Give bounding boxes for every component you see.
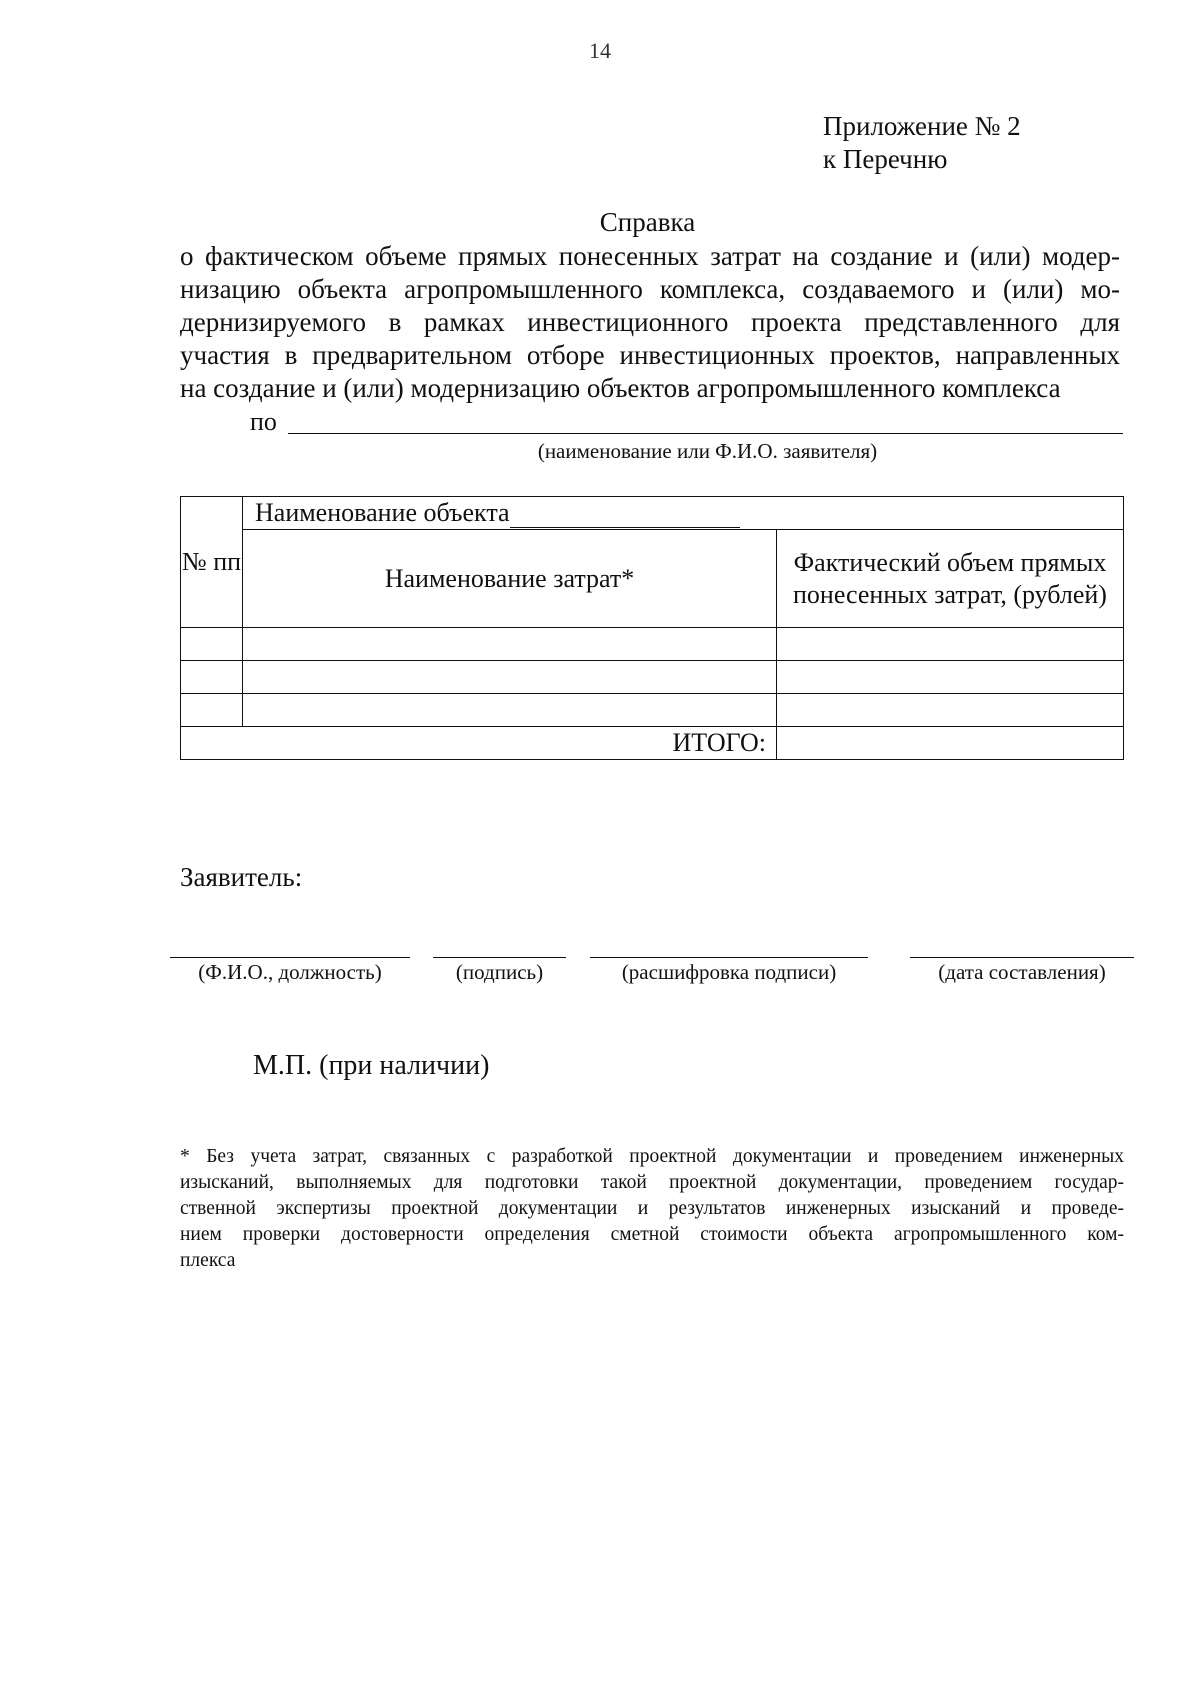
table-cell[interactable] xyxy=(181,661,243,694)
footnote xyxy=(180,1144,1124,1274)
date-line[interactable] xyxy=(910,957,1134,958)
name-position-line[interactable] xyxy=(170,957,410,958)
table-cell[interactable] xyxy=(243,694,777,727)
table-cell[interactable] xyxy=(777,628,1124,661)
table-cell[interactable] xyxy=(181,694,243,727)
total-value[interactable] xyxy=(777,727,1124,760)
decryption-caption: (расшифровка подписи) xyxy=(621,960,837,984)
footnote-line: * Без учета затрат, связанных с разработкой проектной документации и проведением инженерных xyxy=(180,1146,1124,1167)
subject-line: на создание и (или) модернизацию объектов агропромышленного комплекса xyxy=(180,373,1061,403)
date-caption: (дата составления) xyxy=(938,960,1106,984)
footnote-line: плекса xyxy=(180,1250,236,1271)
table-cell[interactable] xyxy=(181,628,243,661)
subject-line: дернизируемого в рамках инвестиционного проекта представленного для xyxy=(180,307,1120,337)
appendix-line-1: Приложение № 2 xyxy=(823,111,1021,141)
subject-line: участия в предварительном отборе инвестиционных проектов, направленных xyxy=(180,340,1120,370)
table-cell[interactable] xyxy=(243,628,777,661)
appendix-line-2: к Перечню xyxy=(823,144,948,174)
footnote-line: нием проверки достоверности определения сметной стоимости объекта агропромышленного ком- xyxy=(180,1224,1124,1245)
decryption-line[interactable] xyxy=(590,957,868,958)
subject-line: низацию объекта агропромышленного комплекса, создаваемого и (или) мо- xyxy=(180,274,1120,304)
applicant-name-field[interactable] xyxy=(288,433,1123,434)
document-title: Справка xyxy=(599,207,696,237)
page-number: 14 xyxy=(589,38,611,63)
object-name-field[interactable] xyxy=(243,497,1124,530)
cost-table xyxy=(180,496,1124,760)
table-cell[interactable] xyxy=(777,661,1124,694)
object-name-label: Наименование объекта xyxy=(255,498,510,527)
subject-line: о фактическом объеме прямых понесенных затрат на создание и (или) модер- xyxy=(180,241,1120,271)
table-cell[interactable] xyxy=(243,661,777,694)
signature-line[interactable] xyxy=(433,957,566,958)
total-row xyxy=(181,727,1124,760)
applicant-label: Заявитель: xyxy=(180,862,303,892)
signature-caption: (подпись) xyxy=(455,960,544,984)
table-cell[interactable] xyxy=(777,694,1124,727)
footnote-line: ственной экспертизы проектной документации и результатов инженерных изысканий и проведе- xyxy=(180,1198,1124,1219)
footnote-line: изысканий, выполняемых для подготовки такой проектной документации, проведением государ- xyxy=(180,1172,1124,1193)
stamp-label: М.П. (при наличии) xyxy=(253,1050,490,1081)
applicant-name-caption: (наименование или Ф.И.О. заявителя) xyxy=(537,439,878,463)
table-row xyxy=(181,661,1124,694)
header-cost-name: Наименование затрат* xyxy=(243,530,777,628)
applicant-prefix: по xyxy=(250,407,277,436)
appendix-reference xyxy=(823,110,1021,176)
name-position-caption: (Ф.И.О., должность) xyxy=(198,960,382,984)
table-row xyxy=(181,628,1124,661)
total-label: ИТОГО: xyxy=(181,727,777,760)
document-subject xyxy=(180,240,1120,405)
header-number: № пп xyxy=(181,497,243,628)
header-amount: Фактический объем прямых понесенных затрат, (рублей) xyxy=(777,530,1124,628)
table-row xyxy=(181,694,1124,727)
